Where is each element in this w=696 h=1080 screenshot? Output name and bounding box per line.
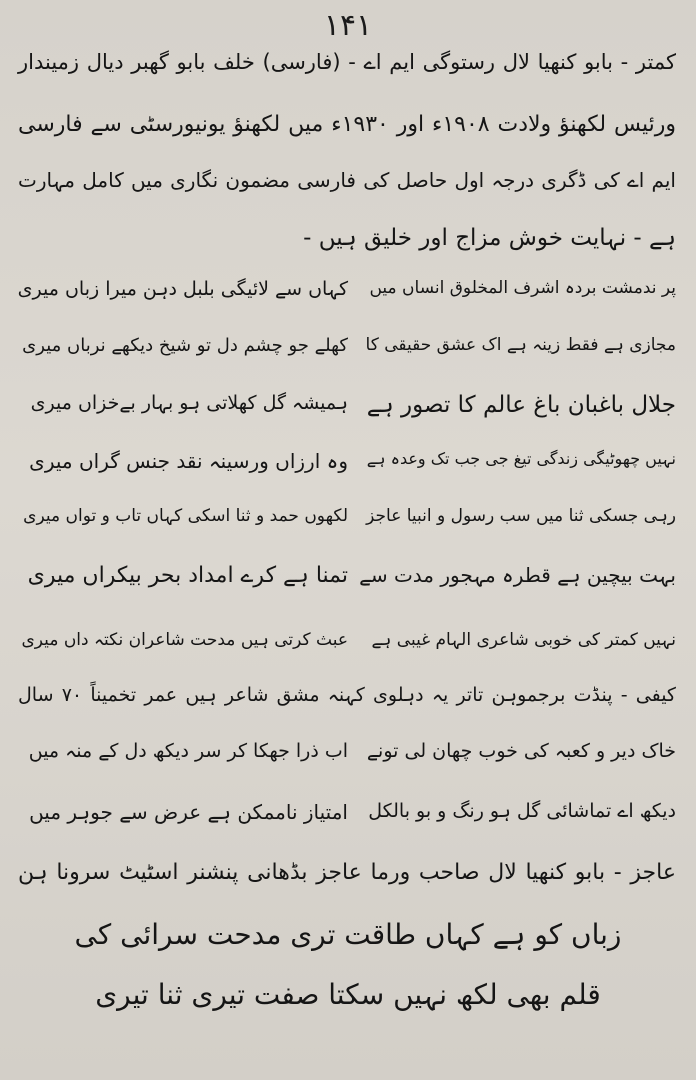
poem-2-couplet-1-second: اب ذرا جھکا کر سر دیکھ دل کے منہ میں xyxy=(28,740,348,762)
bio-kamtar-line-1: کمتر - بابو کنھیا لال رستوگی ایم اے - (فارسی) خلف بابو گھبر دیال زمیندار xyxy=(18,50,676,74)
poem-1-couplet-2-first: مجازی ہے فقط زینہ ہے اک عشق حقیقی کا xyxy=(365,335,676,355)
poem-1-couplet-1-second: کہاں سے لائیگی بلبل دہن میرا زباں میری xyxy=(17,278,348,300)
bio-kamtar-line-4: ہے - نہایت خوش مزاج اور خلیق ہیں - xyxy=(303,225,676,251)
poem-1-couplet-2-second: کھلے جو چشم دل تو شیخ دیکھے نرباں میری xyxy=(22,335,348,356)
bio-kamtar-line-2: ورئیس لکھنؤ ولادت ۱۹۰۸ء اور ۱۹۳۰ء میں لکھنؤ یونیورسٹی سے فارسی xyxy=(18,112,676,137)
poem-2-couplet-2-second: امتیاز ناممکن ہے عرض سے جوہر میں xyxy=(29,800,348,824)
poem-2-couplet-2-first: دیکھ اے تماشائی گل ہو رنگ و بو بالکل xyxy=(368,800,676,822)
bio-kaifi-line-1: کیفی - پنڈت برجموہن تاتر یہ دہلوی کہنہ مشق شاعر ہیں عمر تخمیناً ۷۰ سال xyxy=(18,684,676,706)
poem-1-couplet-4-first: نہیں چھوٹیگی زندگی تیغ جی جب تک وعدہ ہے xyxy=(366,449,676,468)
poem-1-couplet-5-second: لکھوں حمد و ثنا اسکی کہاں تاب و تواں میری xyxy=(23,506,348,526)
poem-1-couplet-3-second: ہمیشہ گل کھلاتی ہو بہار بےخزاں میری xyxy=(30,392,348,414)
page-number: ۱۴۱ xyxy=(323,8,373,43)
poem-1-couplet-3-first: جلال باغبان باغ عالم کا تصور ہے xyxy=(366,392,676,418)
poem-3-line-1: زباں کو ہے کہاں طاقت تری مدحت سرائی کی xyxy=(74,918,622,951)
poem-1-couplet-6-second: تمنا ہے کرے امداد بحر بیکراں میری xyxy=(27,563,348,588)
bio-kamtar-line-3: ایم اے کی ڈگری درجہ اول حاصل کی فارسی مضمون نگاری میں کامل مہارت xyxy=(18,168,676,192)
poem-1-couplet-4-second: وہ ارزاں ورسینہ نقد جنس گراں میری xyxy=(29,449,348,473)
poem-1-couplet-5-first: رہی جسکی ثنا میں سب رسول و انبیا عاجز xyxy=(366,506,676,526)
poem-1-couplet-7-first: نہیں کمتر کی خوبی شاعری الہام غیبی ہے xyxy=(371,630,676,650)
poem-2-couplet-1-first: خاک دیر و کعبہ کی خوب چھان لی تونے xyxy=(366,740,676,762)
bio-ajiz-line-1: عاجز - بابو کنھیا لال صاحب ورما عاجز بڈھانی پنشنر اسٹیٹ سرونا ہن xyxy=(18,860,676,885)
poem-1-couplet-6-first: بہت بیچین ہے قطرہ مہجور مدت سے xyxy=(359,563,676,587)
poem-1-couplet-1-first: پر ندمشت بردہ اشرف المخلوق انساں میں xyxy=(369,278,676,298)
poem-3-line-2: قلم بھی لکھ نہیں سکتا صفت تیری ثنا تیری xyxy=(95,978,601,1011)
poem-1-couplet-7-second: عبث کرتی ہیں مدحت شاعران نکتہ داں میری xyxy=(21,630,348,650)
